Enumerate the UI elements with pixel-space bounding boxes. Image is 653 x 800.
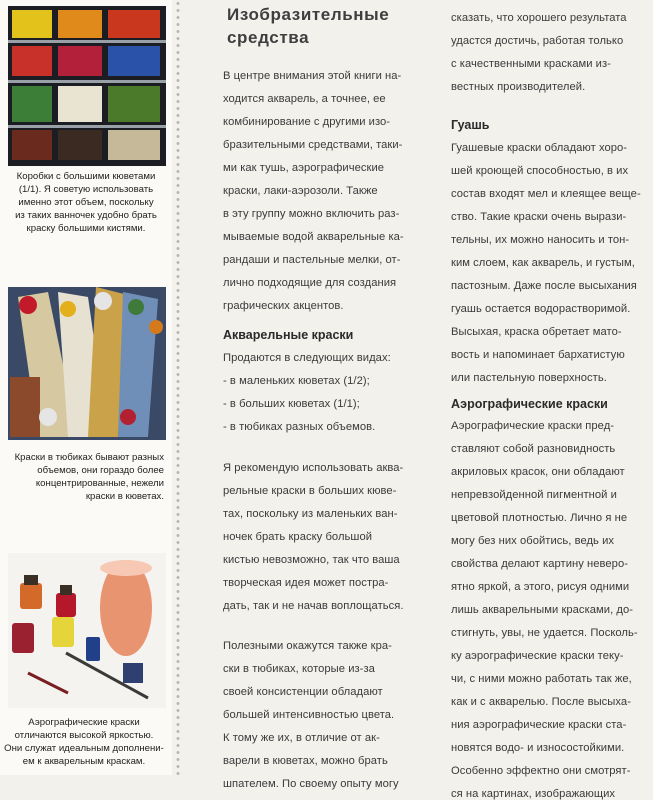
text-line: ятно яркой, а этого, рисуя одними [451, 581, 630, 593]
text-line: свойства делают картину неверо- [451, 558, 629, 570]
heading-gouache: Гуашь [451, 118, 490, 132]
text-line: Я рекомендую использовать аква- [223, 462, 404, 474]
text-line: бразительными средствами, таки- [223, 139, 403, 151]
heading-watercolor: Акварельные краски [223, 328, 354, 342]
text-line: вость и напоминает бархатистую [451, 349, 625, 361]
text-line: ся на картинах, изображающих [451, 788, 616, 800]
text-line: лишь акварельными красками, до- [451, 604, 634, 616]
sidebar [0, 0, 172, 775]
text-line: мываемые водой акварельные ка- [223, 231, 404, 243]
caption-line: объемов, они гораздо более [37, 465, 164, 476]
text-line: ночек брать краску большой [223, 531, 373, 543]
caption-line: краску большими кистями. [26, 223, 146, 234]
text-line: ство. Такие краски очень вырази- [451, 211, 627, 223]
text-line: рельные краски в больших кюве- [223, 485, 397, 497]
dotted-divider [175, 0, 181, 775]
text-line: или пастельную поверхность. [451, 372, 607, 384]
text-line: акриловых красок, они обладают [451, 466, 625, 478]
text-line: ставляют собой разновидность [451, 443, 616, 455]
text-line: новятся водо- и износостойкими. [451, 742, 625, 754]
text-line: большей интенсивностью цвета. [223, 709, 395, 721]
caption-line: Аэрографические краски [28, 717, 140, 728]
caption-line: Они служат идеальным дополнени- [4, 743, 164, 754]
text-line: Особенно эффектно они смотрят- [451, 765, 631, 777]
caption-tubes [0, 451, 164, 503]
text-line: своей консистенции обладают [223, 686, 383, 698]
text-line: Высыхая, краска обретает мато- [451, 326, 622, 338]
text-line: ким слоем, как акварель, и густым, [451, 257, 635, 269]
text-line: стигнуть, увы, не удается. Посколь- [451, 627, 638, 639]
text-line: рандаши и пастельные мелки, от- [223, 254, 401, 266]
text-line: ку аэрографические краски теку- [451, 650, 624, 662]
text-line: Аэрографические краски пред- [451, 420, 615, 432]
caption-pans [2, 170, 170, 235]
text-line: состав входят мел и клеящее веще- [451, 188, 641, 200]
text-line: Полезными окажутся также кра- [223, 640, 392, 652]
text-line: ния аэрографические краски ста- [451, 719, 627, 731]
airbrush-paints-photo [8, 553, 166, 708]
paint-tubes-photo [8, 287, 166, 440]
text-line: пастозным. Даже после высыхания [451, 280, 637, 292]
text-line: тельны, их можно наносить и тон- [451, 234, 630, 246]
text-line: шей кроющей способностью, в их [451, 165, 629, 177]
section-title-line: Изобразительные [227, 5, 390, 24]
list-item: Продаются в следующих видах: [223, 352, 391, 364]
text-line: шпателем. По своему опыту могу [223, 778, 399, 790]
text-line: с качественными красками из- [451, 58, 611, 70]
text-line: могу без них обойтись, ведь их [451, 535, 615, 547]
text-line: Гуашевые краски обладают хоро- [451, 142, 628, 154]
caption-line: из таких ванночек удобно брать [15, 210, 157, 221]
text-line: цветовой плотностью. Лично я не [451, 512, 628, 524]
section-title-line: средства [227, 28, 310, 47]
text-line: дать, так и не начав воплощаться. [223, 600, 404, 612]
caption-line: краски в кюветах. [85, 491, 164, 502]
caption-line: (1/1). Я советую использовать [18, 184, 154, 195]
watercolor-pans-photo [8, 6, 166, 166]
text-line: гуашь остается водорастворимой. [451, 303, 631, 315]
caption-line: Коробки с большими кюветами [16, 171, 156, 182]
caption-airbrush [0, 716, 168, 768]
list-item: - в маленьких кюветах (1/2); [223, 375, 370, 387]
caption-line: отличаются высокой яркостью. [14, 730, 154, 741]
text-line: удастся достичь, работая только [451, 35, 624, 47]
text-line: творческая идея может постра- [223, 577, 389, 589]
section-title [227, 3, 389, 49]
text-line: варели в кюветах, можно брать [223, 755, 388, 767]
text-line: чи, с ними можно работать так же, [451, 673, 632, 685]
text-line: ми как тушь, аэрографические [223, 162, 385, 174]
caption-line: Краски в тюбиках бывают разных [14, 452, 164, 463]
text-line: краски, лаки-аэрозоли. Также [223, 185, 378, 197]
text-line: графических акцентов. [223, 300, 344, 312]
text-line: ски в тюбиках, которые из-за [223, 663, 375, 675]
text-line: кистью невозможно, так что ваша [223, 554, 400, 566]
text-line: вестных производителей. [451, 81, 586, 93]
text-line: тах, поскольку из маленьких ван- [223, 508, 398, 520]
text-line: непревзойденной пигментной и [451, 489, 617, 501]
caption-line: концентрированные, нежели [35, 478, 164, 489]
text-line: В центре внимания этой книги на- [223, 70, 402, 82]
text-line: в эту группу можно включить раз- [223, 208, 400, 220]
text-line: ходится акварель, а точнее, ее [223, 93, 386, 105]
text-line: комбинирование с другими изо- [223, 116, 391, 128]
text-line: сказать, что хорошего результата [451, 12, 627, 24]
caption-line: именно этот объем, поскольку [18, 197, 154, 208]
caption-line: ем к акварельным краскам. [22, 756, 146, 767]
text-line: как и с акварелью. После высыха- [451, 696, 631, 708]
heading-airbrush: Аэрографические краски [451, 397, 608, 411]
text-line: К тому же их, в отличие от ак- [223, 732, 380, 744]
text-line: лично подходящие для создания [223, 277, 397, 289]
list-item: - в больших кюветах (1/1); [223, 398, 360, 410]
list-item: - в тюбиках разных объемов. [223, 421, 376, 433]
